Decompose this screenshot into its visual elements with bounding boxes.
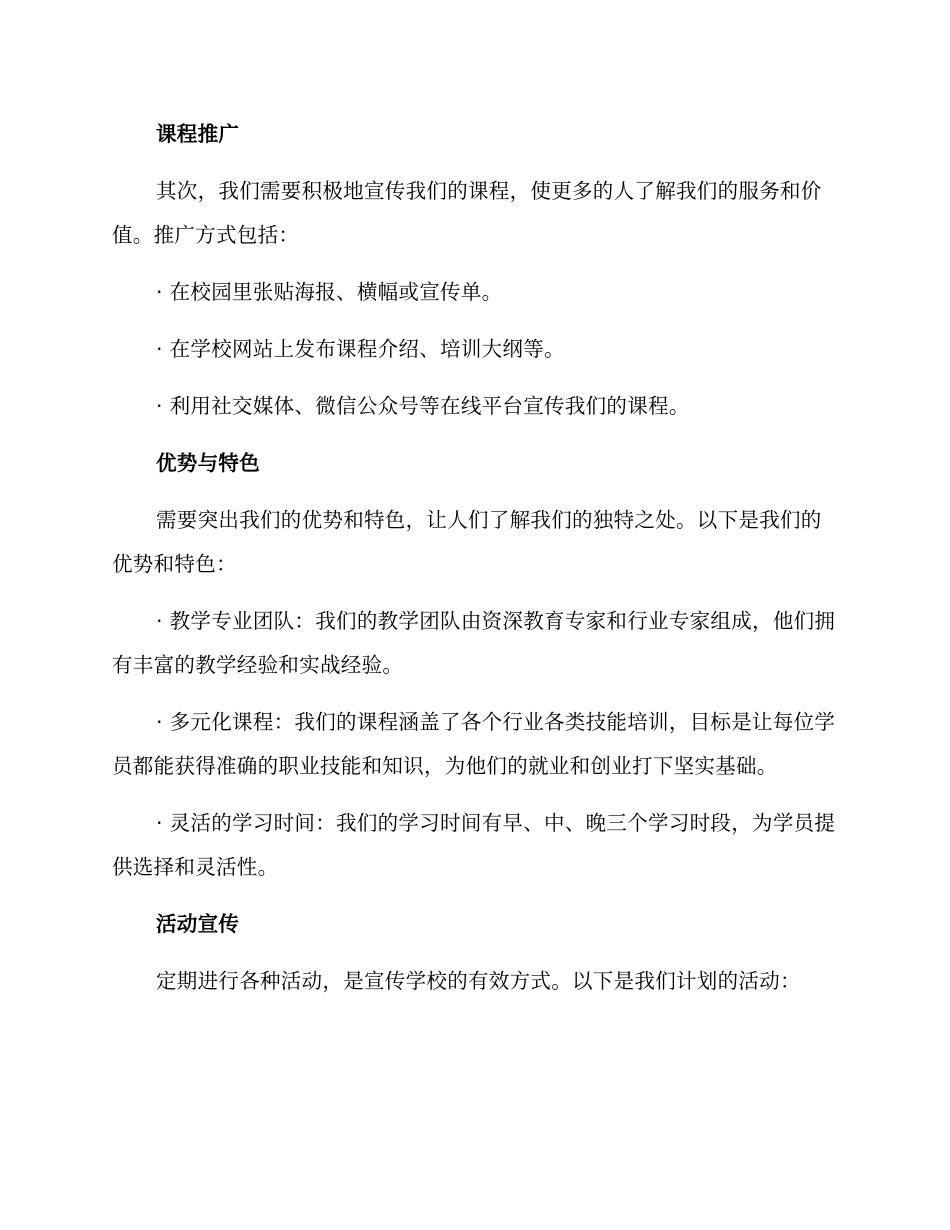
bullet-item: · 利用社交媒体、微信公众号等在线平台宣传我们的课程。 [156, 394, 690, 418]
section-heading-advantages: 优势与特色 [156, 451, 260, 475]
section-intro-course-promotion: 其次，我们需要积极地宣传我们的课程，使更多的人了解我们的服务和价值。推广方式包括： [112, 179, 822, 247]
section-intro-advantages: 需要突出我们的优势和特色，让人们了解我们的独特之处。以下是我们的优势和特色： [112, 508, 822, 576]
section-intro-activities: 定期进行各种活动，是宣传学校的有效方式。以下是我们计划的活动： [156, 969, 801, 993]
section-heading-activities: 活动宣传 [156, 912, 240, 936]
section-heading-course-promotion: 课程推广 [156, 122, 240, 146]
bullet-item: · 在校园里张贴海报、横幅或宣传单。 [156, 280, 503, 304]
bullet-item: · 在学校网站上发布课程介绍、培训大纲等。 [156, 337, 565, 361]
bullet-item: · 多元化课程：我们的课程涵盖了各个行业各类技能培训，目标是让每位学员都能获得准确的职业技能和知识，为他们的就业和创业打下坚实基础。 [112, 710, 836, 778]
bullet-item: · 教学专业团队：我们的教学团队由资深教育专家和行业专家组成，他们拥有丰富的教学经验和实战经验。 [112, 609, 836, 677]
bullet-item: · 灵活的学习时间：我们的学习时间有早、中、晚三个学习时段，为学员提供选择和灵活性。 [112, 811, 836, 879]
